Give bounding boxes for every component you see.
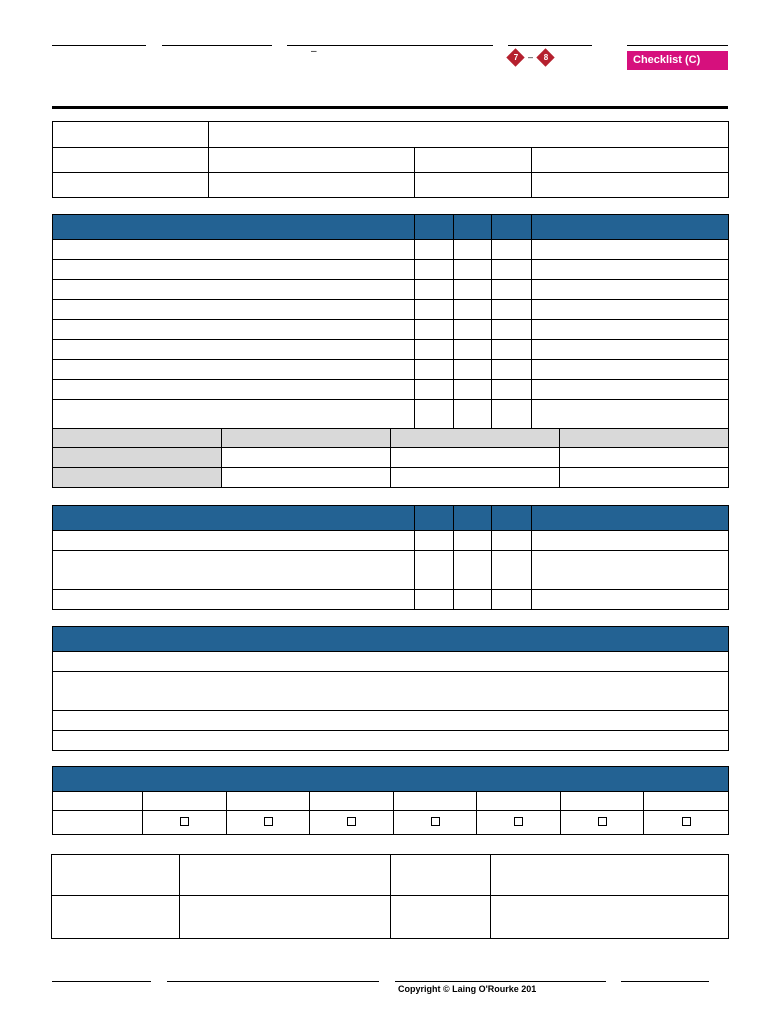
info-value-cell[interactable]: [532, 148, 729, 173]
checklist-section-1: [52, 214, 729, 430]
comment-row[interactable]: [53, 672, 729, 711]
checklist-row[interactable]: [53, 531, 729, 551]
square-checkbox-icon[interactable]: [514, 817, 523, 826]
grid-header-cell: [477, 792, 561, 811]
checklist-row[interactable]: [53, 340, 729, 360]
revision-separator: –: [528, 52, 534, 62]
header-line-3: [287, 45, 493, 46]
info-value-cell[interactable]: [209, 148, 415, 173]
checklist-row[interactable]: [53, 280, 729, 300]
signoff-value-cell[interactable]: [560, 448, 729, 468]
header-dash: –: [311, 46, 317, 57]
signoff-label-cell: [53, 468, 222, 488]
signoff-value-cell[interactable]: [391, 448, 560, 468]
footer-line-3: [395, 981, 606, 982]
grid-header-cell: [644, 792, 729, 811]
footer-line-4: [621, 981, 709, 982]
signature-value-cell[interactable]: [180, 855, 391, 896]
header-line-5: [627, 45, 728, 46]
section-header-row: [53, 506, 729, 531]
revision-number-left: 7: [513, 53, 519, 62]
signature-value-cell[interactable]: [491, 855, 729, 896]
signature-value-cell[interactable]: [180, 896, 391, 939]
signoff-label-cell: [53, 448, 222, 468]
info-label-cell[interactable]: [415, 173, 532, 198]
comment-row[interactable]: [53, 731, 729, 751]
info-value-cell[interactable]: [209, 122, 729, 148]
signoff-grid: [52, 428, 729, 488]
signoff-value-cell[interactable]: [391, 468, 560, 488]
signoff-label-cell: [222, 429, 391, 448]
grid-header-cell: [561, 792, 644, 811]
signature-label-cell: [391, 855, 491, 896]
signature-label-cell: [52, 855, 180, 896]
footer-line-2: [167, 981, 379, 982]
header-line-1: [52, 45, 146, 46]
info-label-cell[interactable]: [53, 148, 209, 173]
checklist-badge: Checklist (C): [627, 51, 728, 70]
square-checkbox-icon[interactable]: [682, 817, 691, 826]
grid-label-cell: [53, 792, 143, 811]
checklist-row[interactable]: [53, 300, 729, 320]
footer-line-1: [52, 981, 151, 982]
checklist-row[interactable]: [53, 320, 729, 340]
signoff-label-cell: [391, 429, 560, 448]
grid-header-cell: [394, 792, 477, 811]
grid-label-cell: [53, 811, 143, 835]
section-header-row: [53, 627, 729, 652]
comment-row[interactable]: [53, 711, 729, 731]
checklist-row[interactable]: [53, 380, 729, 400]
square-checkbox-icon[interactable]: [431, 817, 440, 826]
copyright-text: Copyright © Laing O'Rourke 201: [398, 984, 537, 994]
info-value-cell[interactable]: [532, 173, 729, 198]
header-line-2: [162, 45, 272, 46]
header-line-4: [508, 45, 592, 46]
info-value-cell[interactable]: [209, 173, 415, 198]
checklist-row[interactable]: [53, 260, 729, 280]
square-checkbox-icon[interactable]: [180, 817, 189, 826]
signature-value-cell[interactable]: [491, 896, 729, 939]
square-checkbox-icon[interactable]: [598, 817, 607, 826]
signature-table: [51, 854, 729, 939]
square-checkbox-icon[interactable]: [264, 817, 273, 826]
signoff-value-cell[interactable]: [222, 468, 391, 488]
grid-header-cell: [310, 792, 394, 811]
checklist-row[interactable]: [53, 400, 729, 430]
checklist-section-2: [52, 505, 729, 610]
info-label-cell[interactable]: [53, 122, 209, 148]
checklist-row[interactable]: [53, 551, 729, 590]
signature-label-cell: [52, 896, 180, 939]
grid-header-cell: [227, 792, 310, 811]
info-label-cell[interactable]: [415, 148, 532, 173]
checklist-row[interactable]: [53, 240, 729, 260]
section-header-row: [53, 767, 729, 792]
comment-row[interactable]: [53, 652, 729, 672]
signoff-label-cell: [560, 429, 729, 448]
revision-number-right: 8: [543, 53, 549, 62]
header-rule: [52, 106, 728, 109]
signoff-label-cell: [53, 429, 222, 448]
info-label-cell[interactable]: [53, 173, 209, 198]
checklist-row[interactable]: [53, 590, 729, 610]
checklist-row[interactable]: [53, 360, 729, 380]
signoff-value-cell[interactable]: [222, 448, 391, 468]
signature-label-cell: [391, 896, 491, 939]
square-checkbox-icon[interactable]: [347, 817, 356, 826]
grid-header-cell: [143, 792, 227, 811]
signoff-value-cell[interactable]: [560, 468, 729, 488]
comments-section: [52, 626, 729, 751]
distribution-section: [52, 766, 729, 835]
project-info-table: [52, 121, 729, 198]
section-header-row: [53, 215, 729, 240]
